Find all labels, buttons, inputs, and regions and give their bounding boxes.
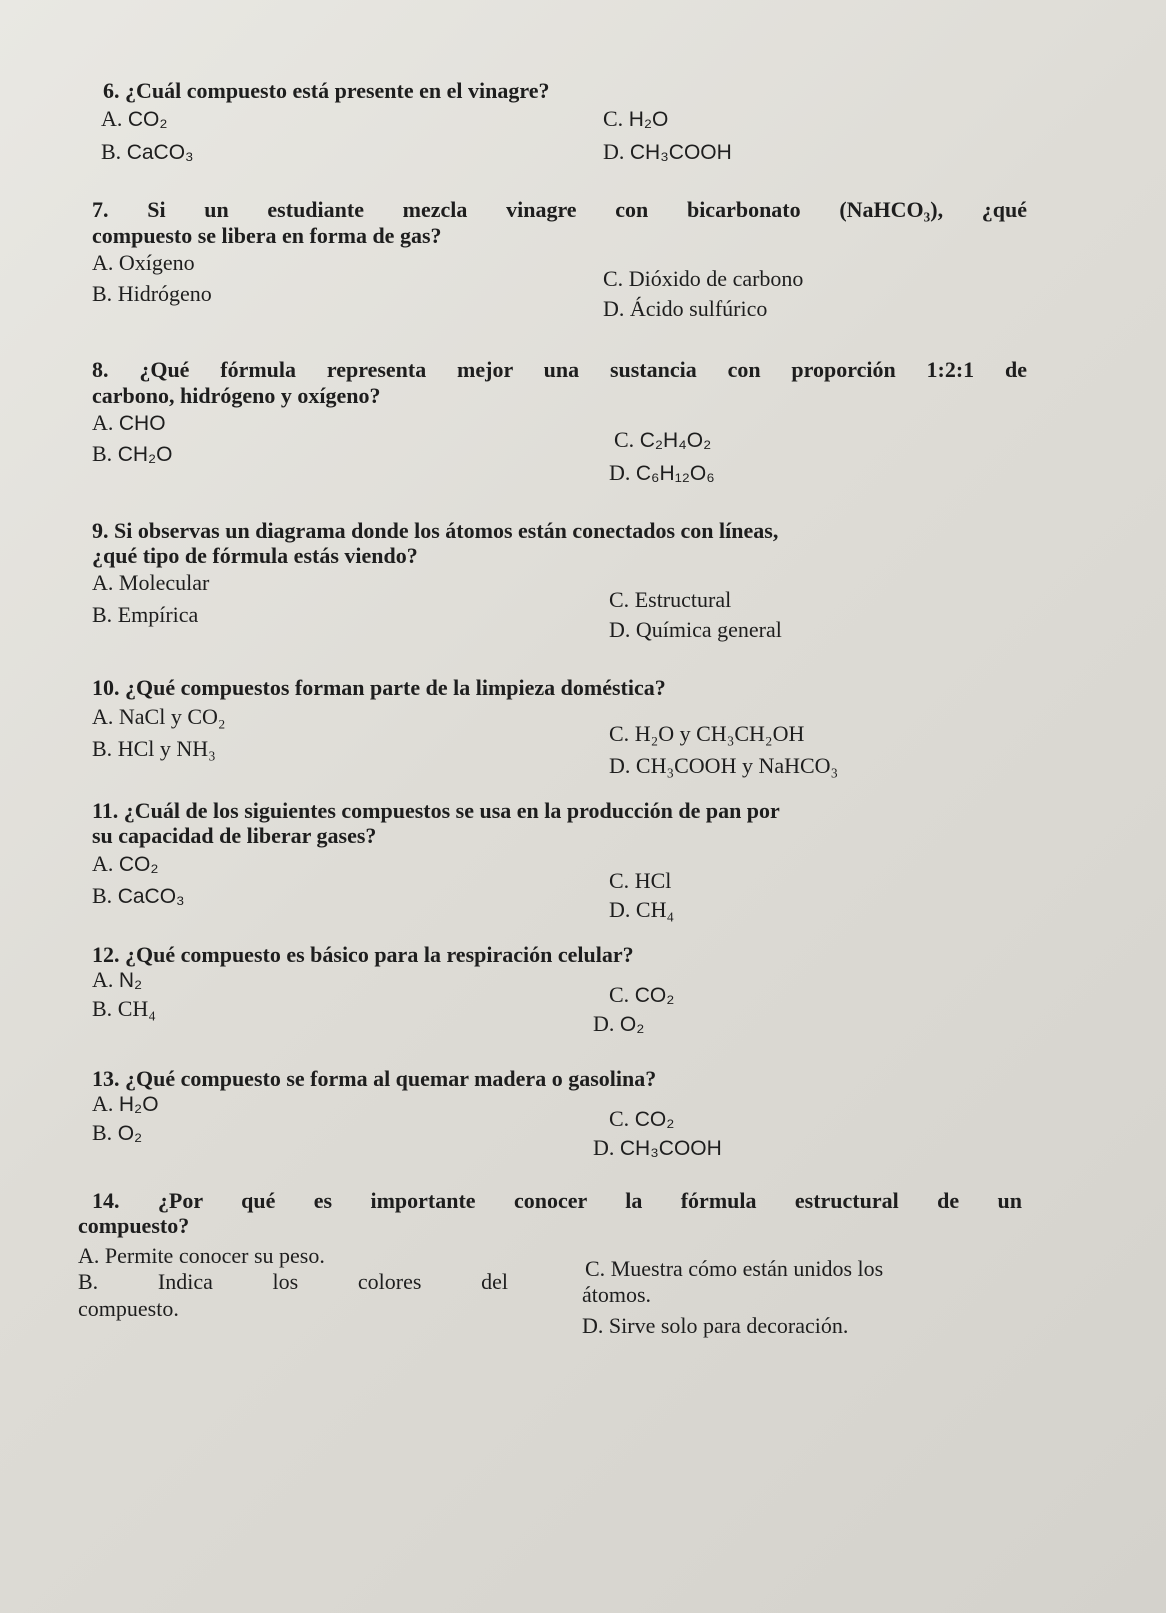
option-6b[interactable]: B. CaCO₃: [101, 139, 194, 164]
question-number: 14.: [92, 1188, 120, 1213]
option-10c[interactable]: C. H₂O y CH₃CH₂OH: [609, 721, 805, 746]
option-7a[interactable]: A. Oxígeno: [92, 250, 195, 275]
option-14c-line2: átomos.: [582, 1282, 652, 1307]
question-text-line1: Si un estudiante mezcla vinagre con bicarbonato (NaHCO₃), ¿qué: [147, 197, 1028, 222]
question-10: [92, 675, 666, 701]
question-text-line1: ¿Por qué es importante conocer la fórmula estructural de un: [157, 1188, 1023, 1213]
option-9a[interactable]: A. Molecular: [92, 570, 210, 595]
option-13a[interactable]: A. H₂O: [92, 1091, 159, 1116]
option-11a[interactable]: A. CO₂: [92, 851, 159, 876]
question-12: [92, 942, 634, 968]
option-7c[interactable]: C. Dióxido de carbono: [603, 266, 804, 291]
question-number: 8.: [92, 357, 109, 382]
question-number: 7.: [92, 197, 109, 222]
question-number: 9.: [92, 518, 109, 543]
question-number: 12.: [92, 942, 120, 967]
option-6d[interactable]: D. CH₃COOH: [603, 139, 732, 164]
question-text: ¿Cuál compuesto está presente en el vinagre?: [125, 78, 550, 103]
question-number: 6.: [103, 78, 120, 103]
option-8b[interactable]: B. CH₂O: [92, 441, 173, 466]
question-number: 11.: [92, 798, 119, 823]
question-9: [92, 518, 778, 544]
option-13c[interactable]: C. CO₂: [609, 1106, 675, 1131]
option-8c[interactable]: C. C₂H₄O₂: [614, 427, 712, 452]
question-14: [92, 1188, 1022, 1214]
question-14-line2: compuesto?: [78, 1213, 190, 1238]
question-text-line1: Si observas un diagrama donde los átomos están conectados con líneas,: [114, 518, 779, 543]
question-6: [103, 78, 549, 104]
option-10d[interactable]: D. CH₃COOH y NaHCO₃: [609, 753, 839, 778]
option-14d[interactable]: D. Sirve solo para decoración.: [582, 1313, 849, 1338]
option-9c[interactable]: C. Estructural: [609, 587, 732, 612]
question-8: [92, 357, 1027, 383]
question-text: ¿Qué compuesto se forma al quemar madera o gasolina?: [125, 1066, 657, 1091]
option-11c[interactable]: C. HCl: [609, 868, 672, 893]
option-14c[interactable]: C. Muestra cómo están unidos los: [585, 1256, 884, 1281]
question-9-line2: ¿qué tipo de fórmula estás viendo?: [92, 543, 418, 568]
question-text: ¿Qué compuestos forman parte de la limpieza doméstica?: [125, 675, 666, 700]
option-12b[interactable]: B. CH₄: [92, 996, 156, 1021]
option-12c[interactable]: C. CO₂: [609, 982, 675, 1007]
option-11b[interactable]: B. CaCO₃: [92, 883, 185, 908]
question-7: [92, 197, 1027, 223]
option-11d[interactable]: D. CH₄: [609, 897, 675, 922]
option-13b[interactable]: B. O₂: [92, 1120, 143, 1145]
question-7-line2: compuesto se libera en forma de gas?: [92, 223, 442, 248]
option-14b-line2: compuesto.: [78, 1296, 179, 1321]
option-8a[interactable]: A. CHO: [92, 410, 166, 435]
option-6a[interactable]: A. CO₂: [101, 106, 168, 131]
option-7b[interactable]: B. Hidrógeno: [92, 281, 212, 306]
question-8-line2: carbono, hidrógeno y oxígeno?: [92, 383, 381, 408]
option-14a[interactable]: A. Permite conocer su peso.: [78, 1243, 325, 1268]
question-text-line1: ¿Cuál de los siguientes compuestos se usa en la producción de pan por: [123, 798, 780, 823]
question-text: ¿Qué compuesto es básico para la respiración celular?: [125, 942, 634, 967]
option-6c[interactable]: C. H₂O: [603, 106, 669, 131]
question-number: 10.: [92, 675, 120, 700]
option-14b[interactable]: B. Indica los colores del: [78, 1269, 508, 1294]
question-number: 13.: [92, 1066, 120, 1091]
option-10a[interactable]: A. NaCl y CO₂: [92, 704, 226, 729]
question-text-line1: ¿Qué fórmula representa mejor una sustancia con proporción 1:2:1 de: [139, 357, 1027, 382]
option-9d[interactable]: D. Química general: [609, 617, 782, 642]
option-7d[interactable]: D. Ácido sulfúrico: [603, 296, 768, 321]
option-12a[interactable]: A. N₂: [92, 967, 143, 992]
question-11-line2: su capacidad de liberar gases?: [92, 823, 377, 848]
option-13d[interactable]: D. CH₃COOH: [593, 1135, 722, 1160]
option-8d[interactable]: D. C₆H₁₂O₆: [609, 460, 715, 485]
question-11: [92, 798, 780, 824]
option-9b[interactable]: B. Empírica: [92, 602, 199, 627]
option-12d[interactable]: D. O₂: [593, 1011, 645, 1036]
question-13: [92, 1066, 656, 1092]
option-10b[interactable]: B. HCl y NH₃: [92, 736, 216, 761]
